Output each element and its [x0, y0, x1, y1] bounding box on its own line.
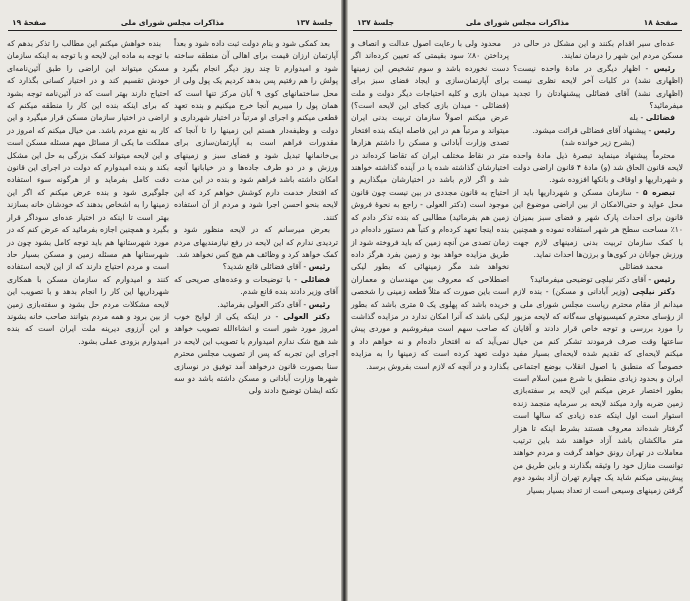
text-column [513, 38, 683, 497]
speech-paragraph [174, 311, 338, 398]
speech-paragraph [513, 286, 683, 497]
text-column [351, 38, 509, 373]
paragraph [174, 224, 338, 261]
speaker-name: رئیس [308, 262, 330, 272]
speaker-name: فضائلی [300, 274, 330, 284]
paragraph-text: - آقای دکتر نیلچی توضیحی میفرمائید؟ [530, 274, 652, 284]
paragraph-text: - در اینکه یکی از لوایح خوب امروز مورد شور است و انشاءالله تصویب خواهد شد هیچ شک ندارم امیدوارم با تصویب این لایحه در اجرای این تجربه که پس از تصویب مجلس محترم سنا بصورت قانون درخواهد آمد توفیق در نوسازی شهرها وزارت آبادانی و مسکن داشته باشد دو سه نکته ایشان توضیح دادند ولی [174, 311, 338, 396]
page-header [353, 18, 682, 31]
session-number: جلسهٔ ۱۳۷ [357, 18, 394, 27]
paragraph-text: محدود ولی با رعایت اصول عدالت و انصاف و پرداختن ۸۰٪ سود بقیمتی که تعیین کرده‌اند اگر دست نخورده باشد و سوم تشخیص این زمینها برای آپارتمان‌سازی و ایجاد فضای سبز برای میدان بازی و کلیه احتیاجات دیگر دولت و ملت (فضائلی - میدان بازی کجای این لایحه است؟) عرض میکنم اصولاً سازمان تربیت بدنی ایران میتواند و مرتباً هم در این فاصله اینکه بنده افتخار تصدی وزارت آبادانی و مسکن را داشتم هزارها متر در نقاط مختلف ایران که تقاضا کرده‌اند در اختیارشان گذاشته شده یا در آینده گذاشته خواهند شد و اگر لازم باشد در اختیارشان میگذاریم و احتیاج به قانون مجددی در بین نیست چون قانون موجود است (دکتر العولی - راجع به نحوهٔ فروش زمین هم بفرمائید) مطالبی که بنده تذکر دادم که بنده اینجا تعهد کرده‌ام و کتباً هم دستور داده‌ام در زمان تصدی من آنچه زمین که باید فروخته شود از طریق مزایده خواهد بود و زمین بفرد هرگز داده نخواهد شد مگر زمینهائی که بطور لیکی اصطلاحی که معروف بین مهندسان و معماران است باین صورت که مثلاً قطعه زمینی را شخصی خریده باشد که پهلوی یک ۵ متری باشد که بطور لیکی باشد که آنرا امکان ندارد در مزایده گذاشت که صاحب سهم است میفروشیم و موردی پیش نمی‌آید که نه افتخار داده‌ام و نه خواهم داد و دولت تعهد کرده است که زمینها را به مزایده بگذارد و در آنچه که لازم است بفروش برسد. [351, 39, 510, 371]
paragraph-text: (وزیر آبادانی و مسکن) - بنده لازم میدانم از مقام محترم ریاست مجلس شورای ملی و از رؤسای محترم کمیسیونهای سه‌گانه که لایحه مزبور را مورد بررسی و توجه خاص قرار دادند و آقایان ساعتها وقت صرف فرمودند تشکر کنم من خیال میکنم لایحه‌ای که تقدیم شده لایحه‌ای بسیار مفید خصوصاً که منطبق با اصول انقلاب بوضع اجتماعی ایران و بحدود زیادی منطبق با شرع مبین اسلام است بطور اختصار عرض میکنم این لایحه بر سفته‌بازی زمین ضربه وارد میکند لایحه بر سرمایه منجمد زنده استوار است اول اینکه عده زیادی که سالها است گرفتار شده‌اند معروف هستند بشرط اینکه تا هزار متر مالکشان باشد آزاد خواهند شد باین ترتیب معاملات در تهران رونق خواهد گرفت و مردم خواهند توانست منازل خود را وثیقه بگذارند و باین طریق من پیش‌بینی میکنم شاید یک چهارم تهران آزاد بشود دوم گرفتن زمینهای وسیعی است از تعداد بسیار بسیار [513, 287, 683, 495]
paragraph [351, 38, 509, 373]
right-page [345, 0, 690, 601]
paragraph-text: - سازمان مسکن و شهرداریها باید از محل عواید و حتی‌الامکان از بین اراضی موضوع این قانون برای احداث پارک شهر و فضای سبز بمیزان ۱۰٪ مساحت سطح هر شهر استفاده نموده و همچنین با کمک سازمان تربیت بدنی زمینهای لازم جهت ورزش جوانان در کوی‌ها و برزن‌ها احداث نماید. [513, 187, 683, 259]
paragraph-text: بعد کمکی شود و بنام دولت ثبت داده شود و بعداً آپارتمان ارزان قیمت برای اهالی آن منطقه ساخته شود و امیدوارم تا چند روز دیگر انجام بگیرد و پولش را هم رفتیم پس بدهد کردیم یک پول ولی از محل ساختمانهای کوی ۹ آبان مرکز تنها است که همان پول را میبریم آنجا خرج میکنیم و بنده تعهد قطعی میکنم و اجرای او مرتباً در اختیار شهرداری و دولت و وظیفه‌دار هستم این زمینها را تا آنجا که مقدورات فراهم است به آپارتمان‌سازی برای بی‌خانمانها تبدیل شود و فضای سبز و زمینهای ورزش و در دو طرف جاده‌ها و در خیابانها آنچه امکان داشته باشد فراهم شود و بنده در این مدت که افتخار خدمت دارم کوشش خواهم کرد که این لایحه بنحو احسن اجرا شود و مردم از آن استفاده کنند. [174, 39, 338, 222]
paragraph-text: - اظهار دیگری در مادهٔ واحده نیست؟ (اظهاری نشد) در کلیات آخر لایحه نظری نیست (اظهاری نشد) آقای فضائلی پیشنهادتان را تجدید میفرمائید؟ [513, 63, 683, 111]
paragraph [513, 137, 683, 149]
speaker-name: دکتر العولی [283, 311, 330, 321]
signature [513, 261, 683, 273]
speaker-name: رئیس [653, 63, 676, 73]
paragraph-text: - با توضیحات و وعده‌های صریحی که آقای وزیر دادند بنده قانع شدم. [174, 274, 338, 297]
paragraph [513, 38, 683, 63]
text-column [7, 38, 169, 348]
speech-paragraph [174, 299, 338, 311]
page-header [8, 18, 337, 31]
speaker-name: رئیس [308, 299, 330, 309]
speech-paragraph [174, 274, 338, 299]
speaker-name: رئیس [653, 125, 675, 135]
paragraph-text: بعرض میرسانم که در لایحه منظور شود و تردیدی ندارم که این لایحه در رفع نیازمندیهای مردم کمک خواهد کرد و وظائف هم هیچ کس نخواهد شد. [174, 225, 338, 259]
paragraph-text: - پیشنهاد آقای فضائلی قرائت میشود. [532, 125, 652, 135]
publication-title: مذاکرات مجلس شورای ملی [120, 18, 225, 27]
session-number: جلسهٔ ۱۳۷ [296, 18, 333, 27]
speech-paragraph [174, 261, 338, 273]
book-binding-gutter [341, 0, 348, 601]
speaker-name: فضائلی [645, 113, 675, 123]
paragraph-text: عده‌ای سیر اقدام بکنند و این مشکل در حالی در مسکن مردم این شهر را درمان نمایند. [513, 39, 683, 61]
paragraph [7, 38, 169, 348]
paragraph-text: (بشرح زیر خوانده شد) [561, 138, 635, 148]
paragraph-text: - آقای فضائلی قانع شدید؟ [222, 262, 307, 272]
speech-paragraph [513, 63, 683, 113]
paragraph-text: بنده خواهش میکنم این مطالب را تذکر بدهم که با توجه به ماده این لایحه و با توجه به اینکه سازمان مسکن میتواند این اراضی را طبق آئین‌نامه‌ای خودش تقسیم کند و در اختیار کسانی بگذارد که احتیاج دارند بهتر است که در آئین‌نامه توجه بشود که برای اینکه بنده این کار را منطقه میکنم که اراضی در اختیار سازمان مسکن قرار میگیرد و این کار به نفع مردم باشد. من خیال میکنم که امروز در مملکت ما یکی از مسائل مهم مسئله مسکن است و این لایحه میتواند کمک بزرگی به حل این مشکل بکند و بنده امیدوارم که دولت در اجرای این قانون دقت کامل بفرماید و از هرگونه سوء استفاده جلوگیری شود و بنده عرض میکنم که اگر این زمینها را به اشخاص بدهند که خودشان خانه بسازند بهتر است تا اینکه در اختیار عده‌ای سوداگر قرار بگیرد و همچنین اجازه بفرمائید که عرض کنم که در مورد شهرستانها هم باید توجه کامل بشود چون در شهرستانها هم مسئله زمین و مسکن بسیار حاد است و مردم احتیاج دارند که از این لایحه استفاده کنند و امیدوارم که سازمان مسکن با همکاری شهرداریها این کار را انجام بدهد و با تصویب این لایحه مشکلات مردم حل بشود و سفته‌بازی زمین از بین برود و همه مردم بتوانند صاحب خانه بشوند و این آرزوی دیرینه ملت ایران است که بنده امیدوارم بزودی عملی بشود. [7, 39, 169, 346]
page-number: صفحهٔ ۱۹ [12, 18, 47, 27]
paragraph [513, 150, 683, 187]
paragraph [174, 38, 338, 224]
paragraph-text: محترماً پیشنهاد مینماید تبصرهٔ ذیل مادهٔ واحده لایحه قانون الحاق شد (و) مادهٔ ۴ قانون اراضی دولت و شهرداریها و اوقاف و بانکها افزوده شود. [513, 150, 683, 185]
speaker-name: تبصره ۵ [642, 187, 675, 197]
paragraph-text: محمد فضائلی [619, 262, 663, 272]
speech-paragraph [513, 125, 683, 137]
speaker-name: رئیس [653, 274, 675, 284]
speech-paragraph [513, 112, 683, 124]
publication-title: مذاکرات مجلس شورای ملی [465, 18, 570, 27]
paragraph-text: - آقای دکتر العولی بفرمائید. [217, 299, 307, 309]
paragraph-text: - بله [629, 113, 644, 123]
page-number: صفحهٔ ۱۸ [643, 18, 678, 27]
text-column [174, 38, 338, 398]
speech-paragraph [513, 187, 683, 261]
speech-paragraph [513, 274, 683, 286]
speaker-name: دکتر نیلچی [632, 287, 675, 297]
